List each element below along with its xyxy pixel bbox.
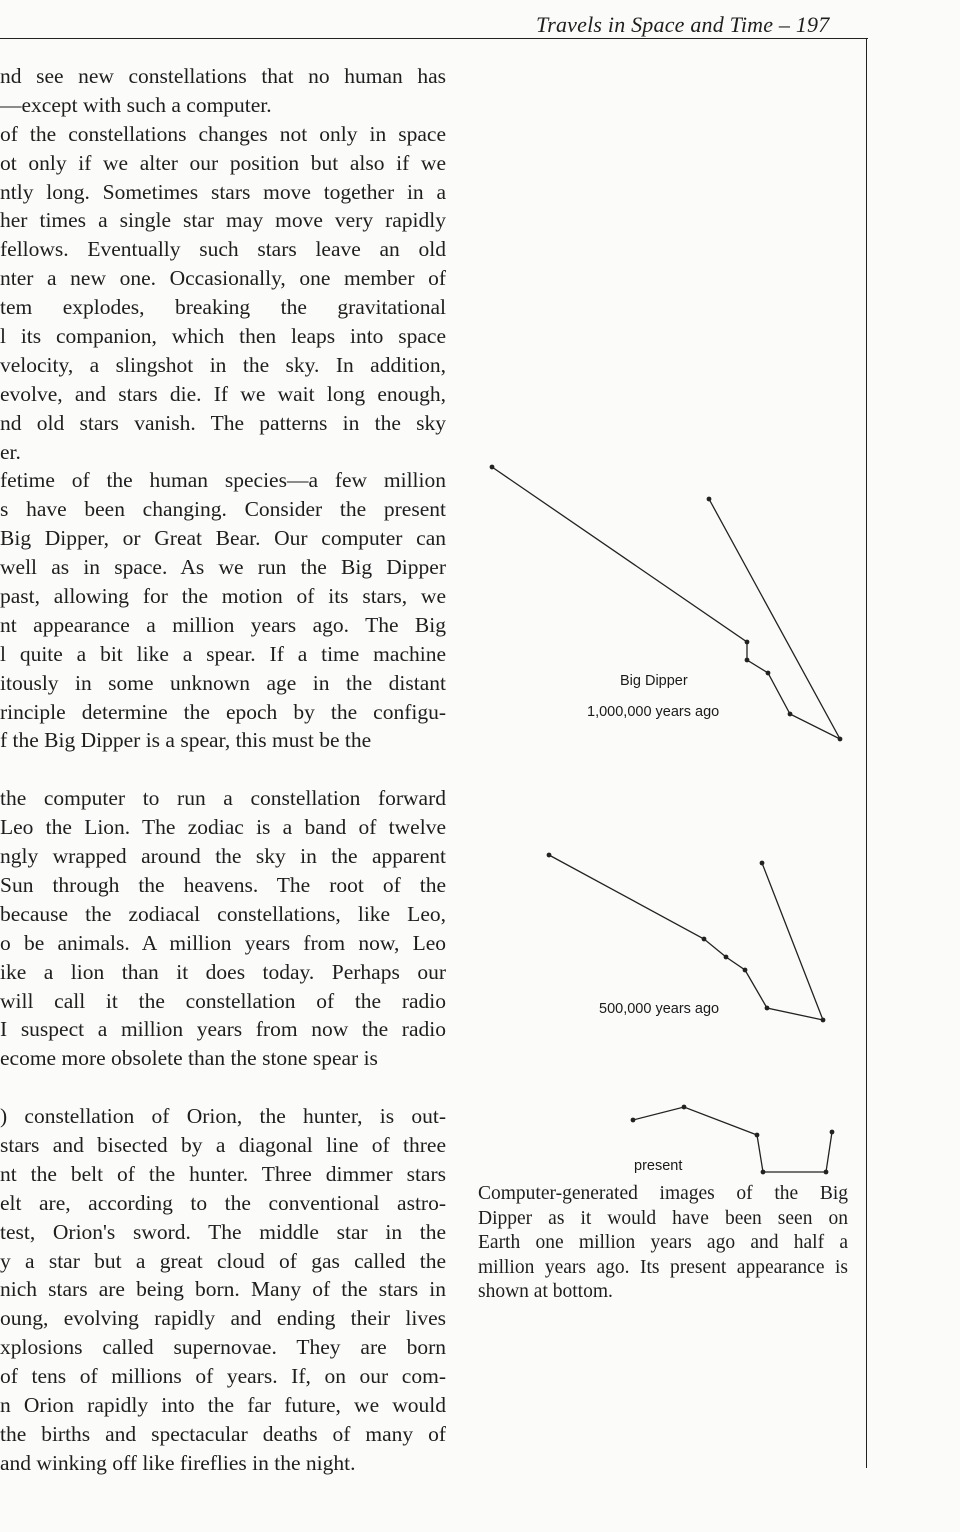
body-text-column xyxy=(0,62,446,1478)
body-line: Big Dipper, or Great Bear. Our computer can xyxy=(0,526,446,551)
star xyxy=(490,465,495,470)
star xyxy=(702,937,707,942)
body-line: the computer to run a constellation forward xyxy=(0,786,446,811)
big-dipper-figure xyxy=(460,440,860,1200)
star xyxy=(821,1018,826,1023)
star xyxy=(788,712,793,717)
body-line: of tens of millions of years. If, on our com- xyxy=(0,1364,446,1389)
star xyxy=(724,955,729,960)
body-line: fellows. Eventually such stars leave an old xyxy=(0,237,446,262)
body-line: because the zodiacal constellations, like Leo, xyxy=(0,901,446,926)
body-line: nich stars are being born. Many of the stars in xyxy=(0,1277,446,1302)
body-line: rinciple determine the epoch by the configu- xyxy=(0,699,446,724)
paragraph-gap xyxy=(0,1073,446,1102)
body-line: test, Orion's sword. The middle star in the xyxy=(0,1219,446,1244)
body-line: past, allowing for the motion of its stars, we xyxy=(0,584,446,609)
caption-line: Computer-generated images of the Big xyxy=(478,1183,848,1204)
body-line: n Orion rapidly into the far future, we would xyxy=(0,1392,446,1417)
body-line: f the Big Dipper is a spear, this must be the xyxy=(0,728,372,753)
body-line: Sun through the heavens. The root of the xyxy=(0,872,446,897)
star xyxy=(745,658,750,663)
body-line: Leo the Lion. The zodiac is a band of twelve xyxy=(0,815,446,840)
star xyxy=(745,640,750,645)
body-line: her times a single star may move very rapidly xyxy=(0,208,446,233)
star xyxy=(830,1130,835,1135)
body-line: tem explodes, breaking the gravitational xyxy=(0,295,446,320)
body-line: elt are, according to the conventional astro- xyxy=(0,1190,446,1215)
body-line: velocity, a slingshot in the sky. In addition, xyxy=(0,352,446,377)
body-line: of the constellations changes not only in space xyxy=(0,121,446,146)
margin-rule xyxy=(866,38,867,1468)
constellation-lines xyxy=(549,855,823,1020)
constellation-lines xyxy=(492,467,840,739)
label-big-dipper: Big Dipper xyxy=(620,673,688,689)
star xyxy=(760,861,765,866)
body-line: itously in some unknown age in the distant xyxy=(0,670,446,695)
body-line: y a star but a great cloud of gas called the xyxy=(0,1248,446,1273)
star xyxy=(765,1006,770,1011)
caption-line: Dipper as it would have been seen on xyxy=(478,1207,848,1229)
star xyxy=(743,968,748,973)
running-header: Travels in Space and Time – 197 xyxy=(536,12,830,37)
body-line: s have been changing. Consider the present xyxy=(0,497,446,522)
star xyxy=(766,671,771,676)
label-present: present xyxy=(634,1158,683,1174)
body-line: ) constellation of Orion, the hunter, is out- xyxy=(0,1104,446,1129)
caption-line: Earth one million years ago and half a xyxy=(478,1232,848,1254)
body-line: the births and spectacular deaths of many of xyxy=(0,1421,446,1446)
body-line: ngly wrapped around the sky in the apparent xyxy=(0,844,446,869)
body-line: ntly long. Sometimes stars move together in a xyxy=(0,179,446,204)
paragraph-gap xyxy=(0,755,446,784)
star xyxy=(631,1118,636,1123)
header-rule xyxy=(0,38,868,39)
body-line: xplosions called supernovae. They are born xyxy=(0,1335,446,1360)
body-line: —except with such a computer. xyxy=(0,92,272,117)
big-dipper-500k-years-ago xyxy=(547,853,826,1023)
body-line: l quite a bit like a spear. If a time machine xyxy=(0,641,446,666)
label-1m-years-ago: 1,000,000 years ago xyxy=(587,704,720,720)
body-line: and winking off like fireflies in the night. xyxy=(0,1450,356,1475)
body-line: nter a new one. Occasionally, one member of xyxy=(0,266,446,291)
body-line: evolve, and stars die. If we wait long enough, xyxy=(0,381,446,406)
body-line: oung, evolving rapidly and ending their lives xyxy=(0,1306,446,1331)
caption-line: shown at bottom. xyxy=(478,1281,613,1303)
body-line: nd old stars vanish. The patterns in the sky xyxy=(0,410,446,435)
star xyxy=(824,1170,829,1175)
big-dipper-diagram xyxy=(460,440,860,1200)
body-line: ot only if we alter our position but also if we xyxy=(0,150,446,175)
star xyxy=(761,1170,766,1175)
body-line: well as in space. As we run the Big Dipper xyxy=(0,555,446,580)
star xyxy=(755,1133,760,1138)
body-line: er. xyxy=(0,439,21,464)
body-line: ike a lion than it does today. Perhaps our xyxy=(0,959,446,984)
star xyxy=(707,497,712,502)
body-line: will call it the constellation of the radio xyxy=(0,988,446,1013)
star xyxy=(682,1105,687,1110)
big-dipper-1m-years-ago xyxy=(490,465,843,742)
body-line: ecome more obsolete than the stone spear is xyxy=(0,1046,378,1071)
star xyxy=(547,853,552,858)
figure-caption xyxy=(478,1182,848,1305)
body-line: nd see new constellations that no human has xyxy=(0,64,446,88)
body-line: fetime of the human species—a few million xyxy=(0,468,446,493)
caption-line: million years ago. Its present appearance is xyxy=(478,1256,848,1278)
star xyxy=(838,737,843,742)
body-line: nt appearance a million years ago. The Big xyxy=(0,612,446,637)
body-line: l its companion, which then leaps into space xyxy=(0,324,446,349)
body-line: I suspect a million years from now the radio xyxy=(0,1017,446,1042)
body-line: nt the belt of the hunter. Three dimmer stars xyxy=(0,1161,446,1186)
body-line: o be animals. A million years from now, Leo xyxy=(0,930,446,955)
label-500k-years-ago: 500,000 years ago xyxy=(599,1001,720,1017)
body-line: stars and bisected by a diagonal line of three xyxy=(0,1132,446,1157)
